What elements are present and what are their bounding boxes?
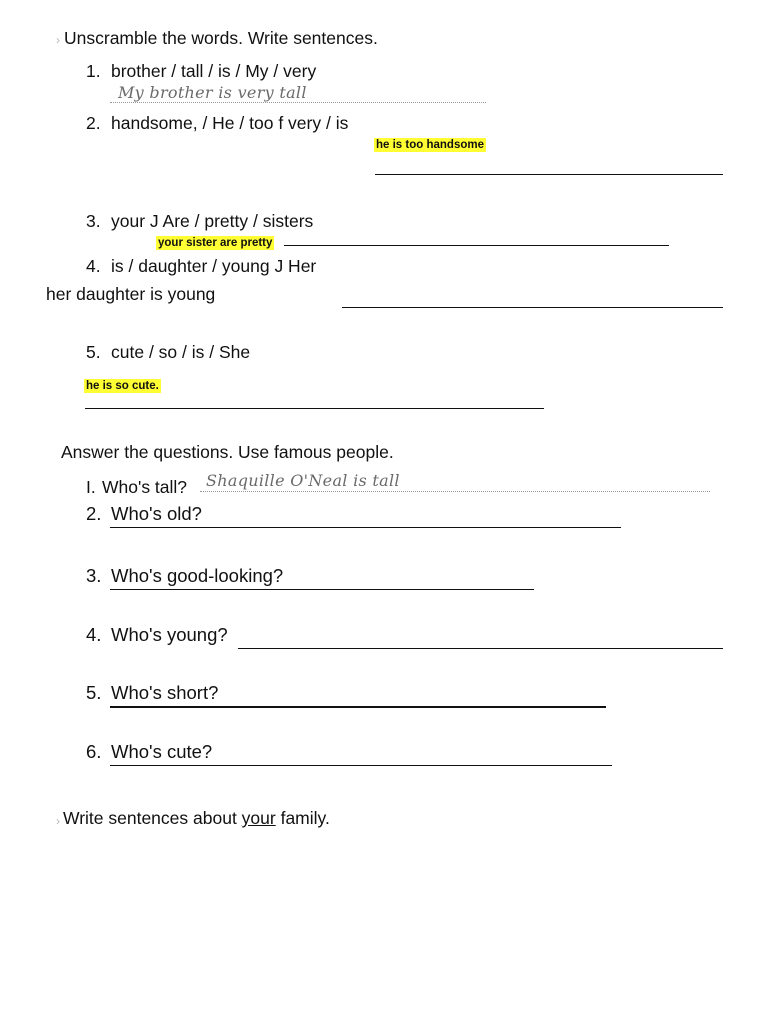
bullet-icon: › bbox=[56, 814, 60, 828]
question-4-answer-line bbox=[238, 648, 723, 649]
item-2-prompt: handsome, / He / too f very / is bbox=[111, 113, 349, 133]
section-1-title: Unscramble the words. Write sentences. bbox=[64, 28, 378, 48]
question-4-number: 4. bbox=[86, 624, 102, 645]
item-1-answer-line bbox=[110, 102, 486, 103]
item-3-prompt: your J Are / pretty / sisters bbox=[111, 211, 314, 231]
item-5-answer: he is so cute. bbox=[86, 380, 159, 392]
question-2-number: 2. bbox=[86, 503, 102, 524]
item-3-number: 3. bbox=[86, 211, 101, 231]
item-2-answer-line bbox=[375, 174, 723, 175]
question-2-text: Who's old? bbox=[111, 503, 202, 524]
item-1-answer: My brother is very tall bbox=[118, 83, 307, 102]
item-4-prompt: is / daughter / young J Her bbox=[111, 256, 317, 276]
question-6-text: Who's cute? bbox=[111, 741, 213, 762]
question-6-number: 6. bbox=[86, 741, 102, 762]
section-3-emphasis: your bbox=[241, 808, 276, 828]
question-5-text: Who's short? bbox=[111, 682, 219, 703]
question-3-text: Who's good-looking? bbox=[111, 565, 284, 586]
item-4-answer-line bbox=[342, 307, 723, 308]
question-5-number: 5. bbox=[86, 682, 102, 703]
question-2-answer-line bbox=[110, 527, 621, 528]
item-3-answer: your sister are pretty bbox=[158, 237, 273, 249]
item-2-number: 2. bbox=[86, 113, 101, 133]
question-5-answer-line bbox=[110, 706, 606, 708]
question-1-text: Who's tall? bbox=[102, 477, 188, 497]
question-3-number: 3. bbox=[86, 565, 102, 586]
item-5-answer-line bbox=[85, 408, 544, 409]
question-4-text: Who's young? bbox=[111, 624, 228, 645]
question-1-answer-line bbox=[200, 491, 710, 492]
question-1-number: I. bbox=[86, 477, 96, 497]
section-3-title: Write sentences about your family. bbox=[63, 808, 330, 828]
item-1-number: 1. bbox=[86, 61, 101, 81]
section-2-title: Answer the questions. Use famous people. bbox=[61, 442, 394, 462]
item-4-answer: her daughter is young bbox=[46, 284, 216, 304]
question-6-answer-line bbox=[110, 765, 612, 766]
item-1-prompt: brother / tall / is / My / very bbox=[111, 61, 317, 81]
bullet-icon: › bbox=[56, 33, 60, 47]
item-2-answer: he is too handsome bbox=[376, 139, 484, 151]
item-4-number: 4. bbox=[86, 256, 101, 276]
question-1-answer: Shaquille O'Neal is tall bbox=[206, 471, 400, 490]
question-3-answer-line bbox=[110, 589, 534, 590]
item-3-answer-line bbox=[284, 245, 669, 246]
item-5-prompt: cute / so / is / She bbox=[111, 342, 251, 362]
item-5-number: 5. bbox=[86, 342, 101, 362]
